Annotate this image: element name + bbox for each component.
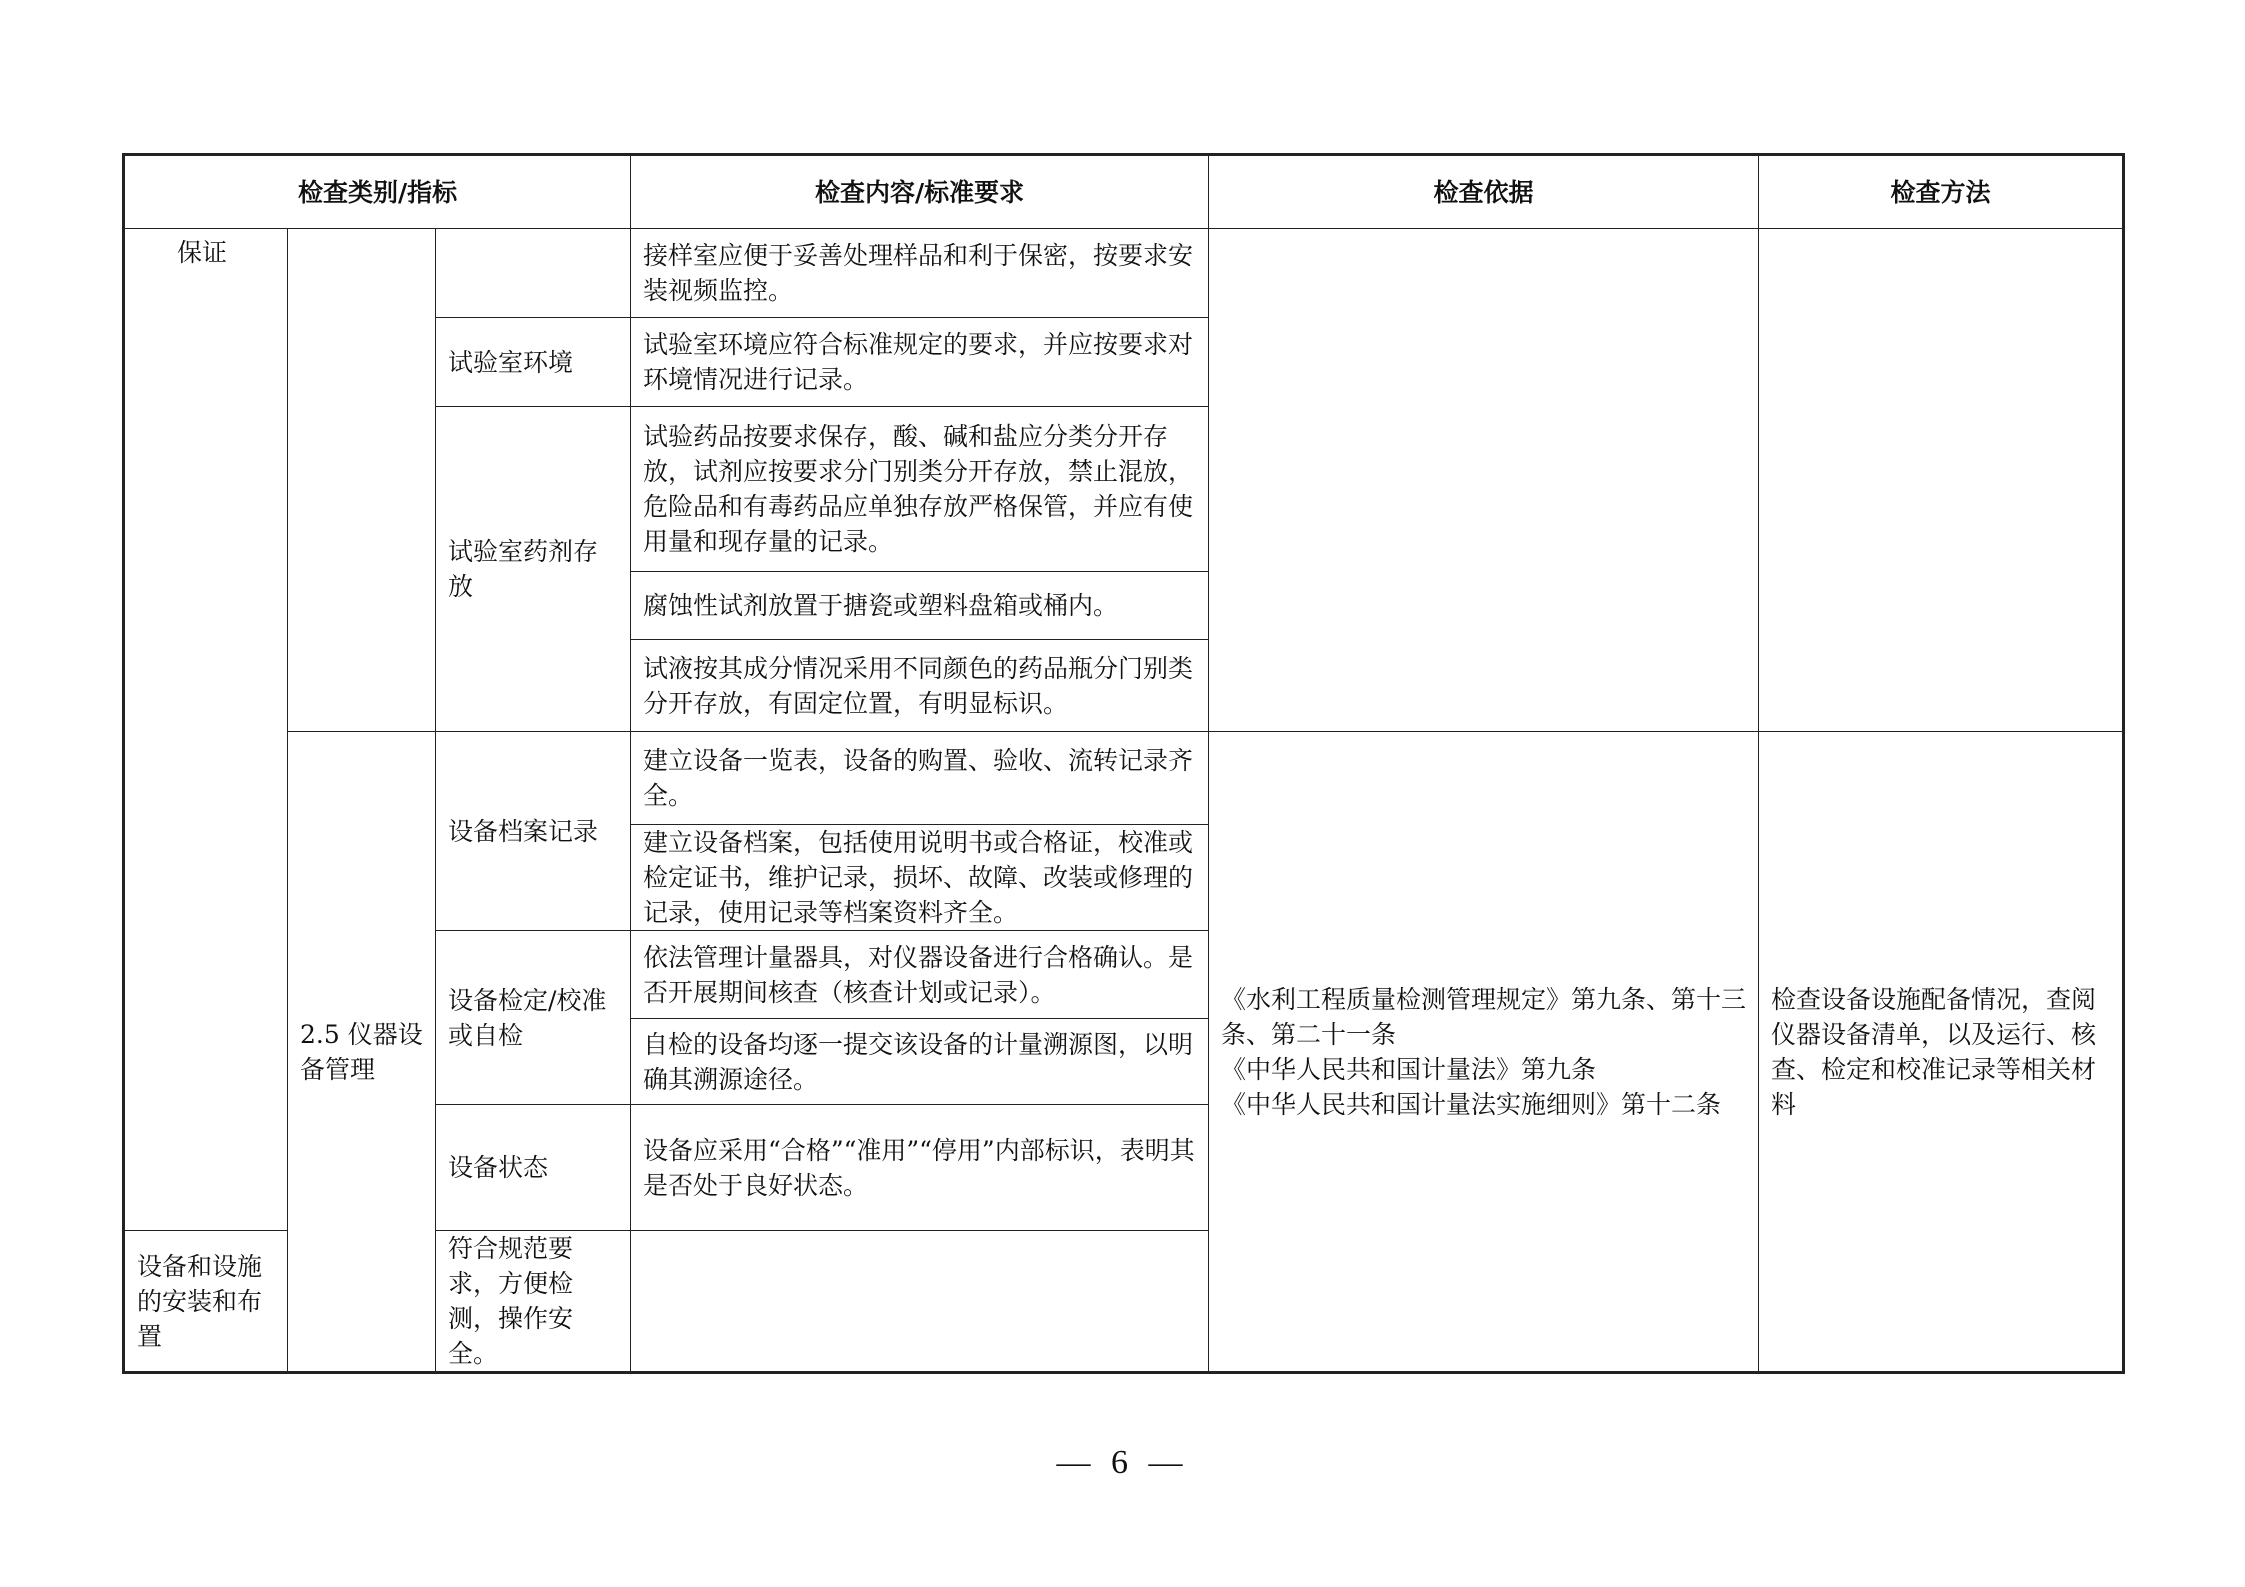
content-cell: 腐蚀性试剂放置于搪瓷或塑料盘箱或桶内。 bbox=[631, 572, 1209, 640]
content-cell: 设备应采用“合格”“准用”“停用”内部标识，表明其是否处于良好状态。 bbox=[631, 1105, 1209, 1231]
subcategory-cell: 设备状态 bbox=[436, 1105, 631, 1231]
content-cell: 自检的设备均逐一提交该设备的计量溯源图，以明确其溯源途径。 bbox=[631, 1019, 1209, 1105]
basis-cell bbox=[1209, 732, 1759, 1373]
subcategory-cell: 设备检定/校准或自检 bbox=[436, 931, 631, 1105]
content-cell: 建立设备档案，包括使用说明书或合格证，校准或检定证书，维护记录，损坏、故障、改装或修理的记录，使用记录等档案资料齐全。 bbox=[631, 825, 1209, 931]
content-cell: 建立设备一览表，设备的购置、验收、流转记录齐全。 bbox=[631, 732, 1209, 825]
content-cell: 接样室应便于妥善处理样品和利于保密，按要求安装视频监控。 bbox=[631, 229, 1209, 318]
category-level1: 保证 bbox=[124, 229, 288, 1231]
header-basis: 检查依据 bbox=[1209, 155, 1759, 229]
subcategory-cell: 试验室药剂存放 bbox=[436, 407, 631, 732]
subcategory-cell: 设备档案记录 bbox=[436, 732, 631, 931]
header-content: 检查内容/标准要求 bbox=[631, 155, 1209, 229]
category-level2-empty bbox=[288, 229, 436, 732]
content-cell: 符合规范要求，方便检测，操作安全。 bbox=[436, 1231, 631, 1373]
method-cell-empty bbox=[1759, 229, 2124, 732]
content-cell: 试液按其成分情况采用不同颜色的药品瓶分门别类分开存放，有固定位置，有明显标识。 bbox=[631, 640, 1209, 732]
basis-line: 《中华人民共和国计量法》第九条 bbox=[1221, 1054, 1597, 1084]
header-method: 检查方法 bbox=[1759, 155, 2124, 229]
basis-cell-empty bbox=[1209, 229, 1759, 732]
method-cell: 检查设备设施配备情况，查阅仪器设备清单，以及运行、核查、检定和校准记录等相关材料 bbox=[1759, 732, 2124, 1373]
header-category: 检查类别/指标 bbox=[124, 155, 631, 229]
category-level2: 2.5 仪器设备管理 bbox=[288, 732, 436, 1373]
table-header-row bbox=[124, 155, 2124, 229]
content-cell: 依法管理计量器具，对仪器设备进行合格确认。是否开展期间核查（核查计划或记录）。 bbox=[631, 931, 1209, 1019]
basis-line: 《水利工程质量检测管理规定》第九条、第十三条、第二十一条 bbox=[1221, 984, 1747, 1049]
table-row bbox=[124, 732, 2124, 825]
subcategory-cell bbox=[436, 229, 631, 318]
content-cell: 试验室环境应符合标准规定的要求，并应按要求对环境情况进行记录。 bbox=[631, 318, 1209, 407]
table-row bbox=[124, 229, 2124, 318]
content-cell: 试验药品按要求保存，酸、碱和盐应分类分开存放，试剂应按要求分门别类分开存放，禁止混放，危险品和有毒药品应单独存放严格保管，并应有使用量和现存量的记录。 bbox=[631, 407, 1209, 572]
basis-line: 《中华人民共和国计量法实施细则》第十二条 bbox=[1221, 1089, 1722, 1119]
subcategory-cell: 设备和设施的安装和布置 bbox=[124, 1231, 288, 1373]
page-number: — 6 — bbox=[1056, 1444, 1189, 1481]
subcategory-cell: 试验室环境 bbox=[436, 318, 631, 407]
inspection-table bbox=[122, 153, 2125, 1374]
